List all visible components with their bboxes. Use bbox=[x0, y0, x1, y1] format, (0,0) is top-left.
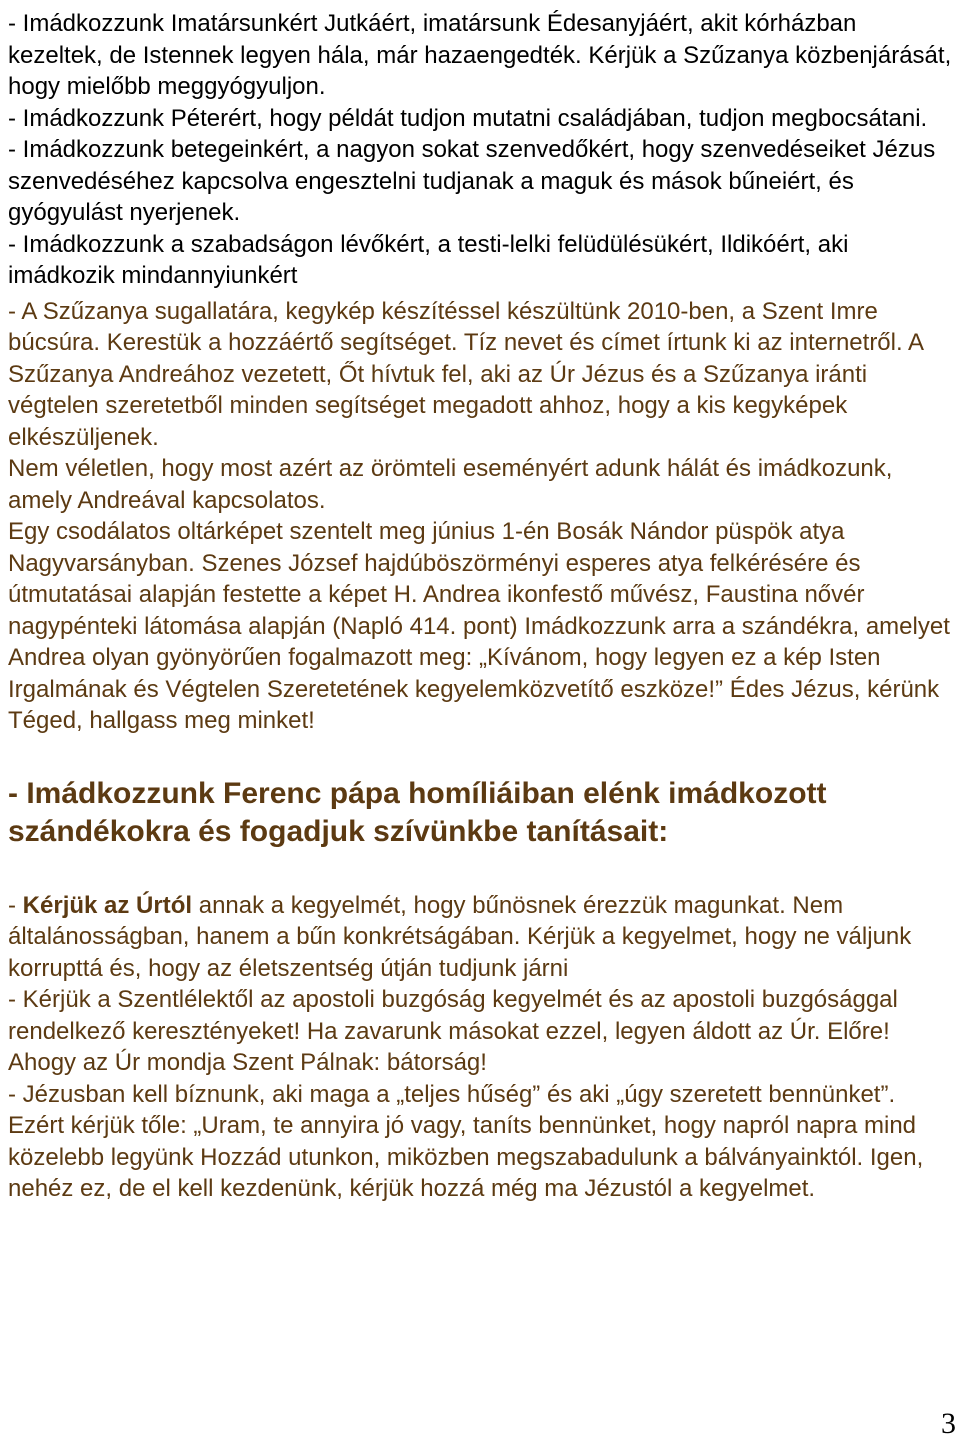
pope-francis-heading: - Imádkozzunk Ferenc pápa homíliáiban elénk imádkozott szándékokra és fogadjuk szívünkbe tanításait: bbox=[8, 776, 827, 848]
pope-paragraph-1-rest: annak a kegyelmét, hogy bűnösnek érezzük magunkat. Nem általánosságban, hanem a bűn konkrétságában. Kérjük a kegyelmet, hogy ne váljunk korrupttá és, hogy az életszentség útján tudjunk járni bbox=[8, 891, 912, 982]
intention-sick: - Imádkozzunk betegeinkért, a nagyon sokat szenvedőkért, hogy szenvedéseiket Jézus szenvedéséhez kapcsolva engesztelni tudjanak a maguk és mások bűneiért, és gyógyulást nyerjenek. bbox=[8, 136, 936, 226]
andrea-paragraph-2: Nem véletlen, hogy most azért az örömteli eseményért adunk hálát és imádkozunk, amely Andreával kapcsolatos. bbox=[8, 455, 893, 514]
intention-peter: - Imádkozzunk Péterért, hogy példát tudjon mutatni családjában, tudjon megbocsátani. bbox=[8, 104, 928, 132]
andrea-paragraph-1: - A Szűzanya sugallatára, kegykép készítéssel készültünk 2010-ben, a Szent Imre búcsúra. Kerestük a hozzáértő segítséget. Tíz nevet és címet írtunk ki az internetről. A Szűzanya Andreához vezetett, Őt hívtuk fel, aki az Úr Jézus és a Szűzanya iránti végtelen szeretetből minden segítséget megadott ahhoz, hogy a kis kegyképek elkészüljenek. bbox=[8, 297, 923, 451]
pope-paragraph-1-prefix: - bbox=[8, 891, 23, 919]
pope-paragraph-2: - Kérjük a Szentlélektől az apostoli buzgóság kegyelmét és az apostoli buzgósággal rendelkező keresztényeket! Ha zavarunk másokat ezzel, legyen áldott az Úr. Előre! Ahogy az Úr mondja Szent Pálnak: bátorság! bbox=[8, 986, 898, 1076]
pope-paragraph-3: - Jézusban kell bíznunk, aki maga a „teljes hűség” és aki „úgy szeretett bennünket”. Ezért kérjük tőle: „Uram, te annyira jó vagy, taníts bennünket, hogy napról napra mind közelebb legyünk Hozzád utunkon, miközben megszabadulunk a bálványainktól. Igen, nehéz ez, de el kell kezdenünk, kérjük hozzá még ma Jézustól a kegyelmet. bbox=[8, 1080, 924, 1202]
intention-jutka: - Imádkozzunk Imatársunkért Jutkáért, imatársunk Édesanyjáért, akit kórházban kezeltek, de Istennek legyen hála, már hazaengedték. Kérjük a Szűzanya közbenjárását, hogy mielőbb meggyógyuljon. bbox=[8, 10, 952, 100]
pope-paragraph-1-bold: Kérjük az Úrtól bbox=[22, 891, 193, 919]
pope-paragraph-1 bbox=[8, 890, 954, 985]
page-number: 3 bbox=[941, 1407, 956, 1440]
pope-francis-section bbox=[8, 890, 954, 1205]
intention-vacation: - Imádkozzunk a szabadságon lévőkért, a testi-lelki felüdülésükért, Ildikóért, aki imádkozik mindannyiunkért bbox=[8, 230, 849, 289]
intentions-section bbox=[8, 8, 954, 292]
andrea-section bbox=[8, 296, 954, 737]
document-page bbox=[8, 8, 954, 1205]
andrea-paragraph-3: Egy csodálatos oltárképet szentelt meg június 1-én Bosák Nándor püspök atya Nagyvarsányban. Szenes József hajdúböszörményi esperes atya felkérésére és útmutatásai alapján festette a képet H. Andrea ikonfestő művész, Faustina nővér nagypénteki látomása alapján (Napló 414. pont) Imádkozzunk arra a szándékra, amelyet Andrea olyan gyönyörűen fogalmazott meg: „Kívánom, hogy legyen ez a kép Isten Irgalmának és Végtelen Szeretetének kegyelemközvetítő eszköze!” Édes Jézus, kérünk Téged, hallgass meg minket! bbox=[8, 518, 950, 734]
